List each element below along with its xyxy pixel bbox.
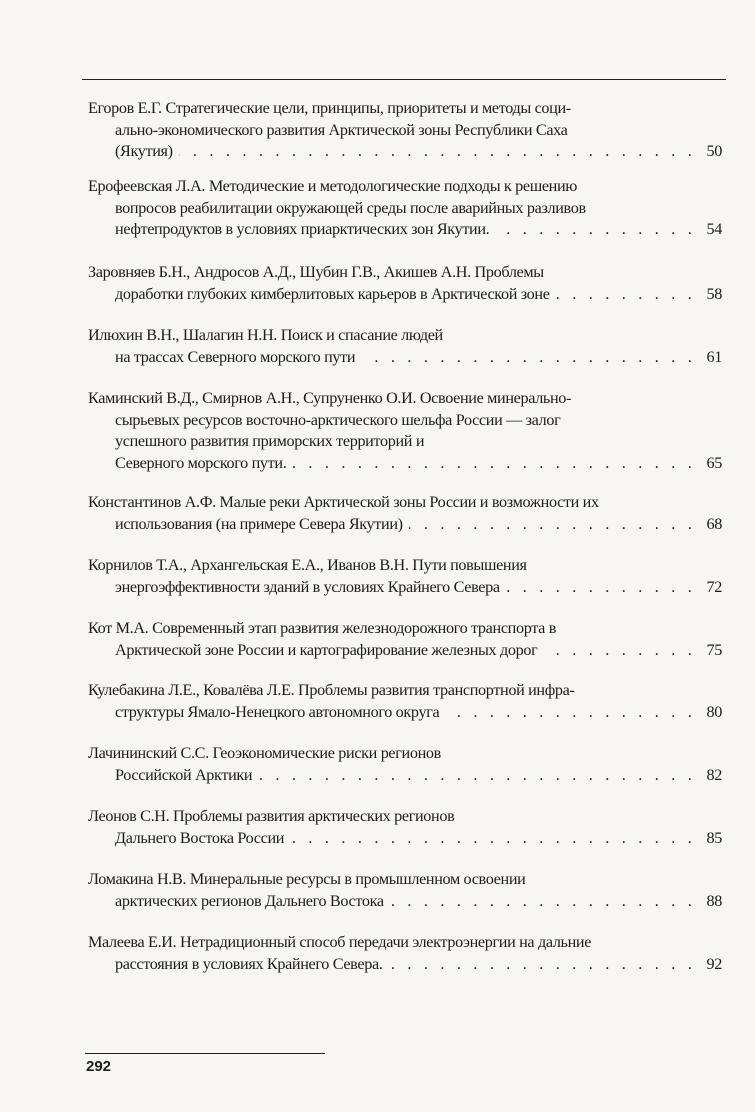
entry-text: вопросов реабилитации окружающей среды после аварийных разливов xyxy=(115,198,586,217)
dot-leader xyxy=(290,828,696,850)
toc-entry-last-line xyxy=(88,702,722,724)
entry-text: арктических регионов Дальнего Востока xyxy=(115,891,384,910)
entry-page-number: 82 xyxy=(706,765,722,784)
toc-entry-last-line xyxy=(88,219,722,241)
entry-text: использования (на примере Севера Якутии) xyxy=(115,514,403,533)
entry-page-number: 61 xyxy=(706,347,722,366)
toc-entry xyxy=(88,618,722,661)
toc-entry xyxy=(88,680,722,723)
entry-page-number: 54 xyxy=(706,220,722,238)
page-number: 292 xyxy=(86,1058,112,1075)
entry-text: Северного морского пути. xyxy=(115,453,287,472)
entry-text: Ерофеевская Л.А. Методические и методологические подходы к решению xyxy=(88,177,578,195)
entry-text: расстояния в условиях Крайнего Севера. xyxy=(115,954,383,973)
toc-entry-last-line xyxy=(88,891,722,913)
entry-page-number: 75 xyxy=(706,640,722,659)
toc-entry xyxy=(88,176,722,241)
entry-text: Егоров Е.Г. Стратегические цели, принципы, приоритеты и методы соци- xyxy=(88,99,571,117)
toc-entry xyxy=(88,932,722,975)
dot-leader xyxy=(179,141,696,163)
entry-text: Леонов С.Н. Проблемы развития арктических регионов xyxy=(88,807,455,825)
dot-leader xyxy=(361,347,696,369)
toc-entry xyxy=(88,388,722,474)
toc-entry xyxy=(88,869,722,912)
entry-text: Кулебакина Л.Е., Ковалёва Л.Е. Проблемы развития транспортной инфра- xyxy=(88,681,575,699)
dot-leader xyxy=(495,219,696,241)
toc-entry-last-line xyxy=(88,347,722,369)
toc-entry xyxy=(88,325,722,368)
entry-page-number: 85 xyxy=(706,828,722,847)
toc-entry-last-line xyxy=(88,577,722,599)
entry-page-number: 65 xyxy=(706,453,722,472)
toc-entry-last-line xyxy=(88,141,722,163)
entry-text: на трассах Северного морского пути xyxy=(115,347,356,366)
toc-entry-last-line xyxy=(88,284,722,306)
entry-text: Ломакина Н.В. Минеральные ресурсы в промышленном освоении xyxy=(88,870,526,888)
toc-entry xyxy=(88,806,722,849)
entry-text: Каминский В.Д., Смирнов А.Н., Супруненко О.И. Освоение минерально- xyxy=(88,389,572,407)
entry-page-number: 72 xyxy=(706,577,722,596)
dot-leader xyxy=(390,891,696,913)
toc-entry-last-line xyxy=(88,954,722,976)
toc-entry-last-line xyxy=(88,828,722,850)
entry-text: Российской Арктики xyxy=(115,765,253,784)
entry-text: (Якутия) xyxy=(115,142,173,160)
toc-entry-last-line xyxy=(88,453,722,475)
toc-entry-last-line xyxy=(88,514,722,536)
entry-text: Лачининский С.С. Геоэкономические риски регионов xyxy=(88,744,441,762)
toc-entry-last-line xyxy=(88,640,722,662)
entry-text: Арктической зоне России и картографирование железных дорог xyxy=(115,640,538,659)
dot-leader xyxy=(389,954,697,976)
toc-entry-last-line xyxy=(88,765,722,787)
entry-page-number: 88 xyxy=(706,891,722,910)
entry-page-number: 68 xyxy=(706,514,722,533)
entry-page-number: 50 xyxy=(706,142,722,160)
dot-leader xyxy=(409,514,696,536)
entry-text: Корнилов Т.А., Архангельская Е.А., Иванов В.Н. Пути повышения xyxy=(88,556,527,574)
entry-text: структуры Ямало-Ненецкого автономного округа xyxy=(115,702,440,721)
entry-text: сырьевых ресурсов восточно-арктического шельфа России — залог xyxy=(115,410,561,429)
entry-page-number: 58 xyxy=(706,284,722,303)
entry-text: Малеева Е.И. Нетрадиционный способ передачи электроэнергии на дальние xyxy=(88,933,592,951)
entry-page-number: 80 xyxy=(706,702,722,721)
entry-text: доработки глубоких кимберлитовых карьеров в Арктической зоне xyxy=(115,284,550,303)
toc-entry xyxy=(88,98,722,163)
toc-entry xyxy=(88,492,722,535)
header-rule xyxy=(82,79,726,80)
entry-text: Константинов А.Ф. Малые реки Арктической зоны России и возможности их xyxy=(88,493,599,511)
entry-text: ально-экономического развития Арктической зоны Республики Саха xyxy=(115,120,568,139)
toc-entry xyxy=(88,743,722,786)
footer-rule xyxy=(85,1053,325,1054)
toc-entry xyxy=(88,555,722,598)
toc-entry xyxy=(88,262,722,305)
entry-text: Дальнего Востока России xyxy=(115,828,285,847)
entry-text: Заровняев Б.Н., Андросов А.Д., Шубин Г.В., Акишев А.Н. Проблемы xyxy=(88,263,544,281)
entry-text: успешного развития приморских территорий и xyxy=(115,432,425,450)
dot-leader xyxy=(543,640,696,662)
dot-leader xyxy=(445,702,696,724)
dot-leader xyxy=(506,577,696,599)
entry-text: энергоэффективности зданий в условиях Крайнего Севера xyxy=(115,577,500,596)
dot-leader xyxy=(292,453,696,475)
entry-text: нефтепродуктов в условиях приарктических зон Якутии. xyxy=(115,220,490,238)
dot-leader xyxy=(556,284,696,306)
entry-text: Илюхин В.Н., Шалагин Н.Н. Поиск и спасание людей xyxy=(88,326,443,344)
entry-page-number: 92 xyxy=(706,954,722,973)
entry-text: Кот М.А. Современный этап развития железнодорожного транспорта в xyxy=(88,619,556,637)
dot-leader xyxy=(258,765,696,787)
